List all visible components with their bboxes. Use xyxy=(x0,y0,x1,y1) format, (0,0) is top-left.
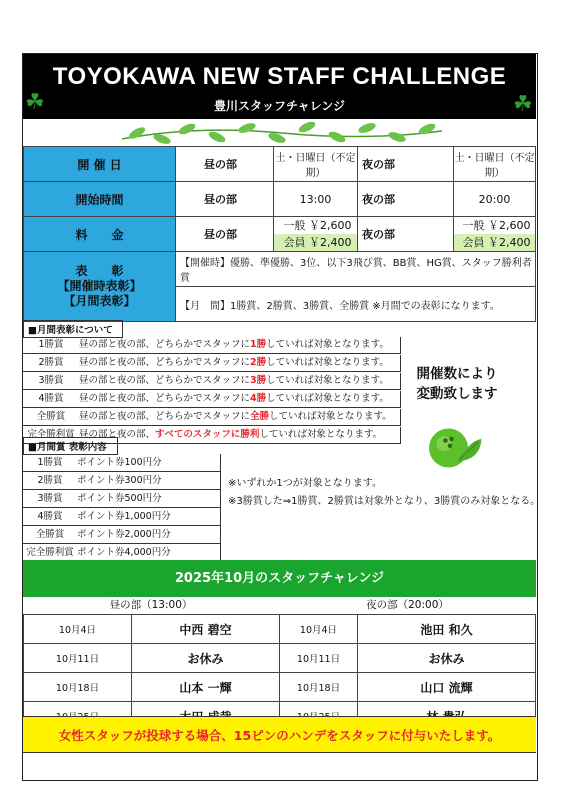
schedule-table xyxy=(23,614,536,731)
day-session-label: 昼の部 xyxy=(176,147,274,182)
day-date: 10月18日 xyxy=(24,673,132,702)
night-fee-member: 会員 ￥2,400 xyxy=(454,234,535,251)
condition-text: 昼の部と夜の部、どちらかでスタッフに xyxy=(79,393,251,404)
prize-award-name: 4勝賞 xyxy=(37,511,63,522)
prize-amount: ポイント券100円分 xyxy=(77,457,162,468)
prize-amount: ポイント券2,000円分 xyxy=(77,529,171,540)
award-name: 3勝賞 xyxy=(38,375,64,386)
day-session-label: 昼の部 xyxy=(176,217,274,252)
night-session-label: 夜の部 xyxy=(358,182,454,217)
day-schedule-header: 昼の部（13:00） xyxy=(109,599,193,611)
prize-row xyxy=(23,472,221,490)
day-start-time: 13:00 xyxy=(274,182,358,217)
award-condition xyxy=(79,355,389,371)
condition-text: していれば対象となります。 xyxy=(266,339,389,350)
night-schedule-header: 夜の部（20:00） xyxy=(366,599,449,611)
prize-amount: ポイント券1,000円分 xyxy=(77,511,171,522)
condition-text: していれば対象となります。 xyxy=(266,393,389,404)
night-date: 10月11日 xyxy=(280,644,358,673)
monthly-award-row xyxy=(23,391,401,408)
schedule-title: 2025年10月のスタッフチャレンジ xyxy=(23,560,536,597)
day-session-date: 土・日曜日（不定期） xyxy=(274,147,358,182)
prize-note-1: ※いずれか1つが対象となります。 xyxy=(228,478,382,489)
day-date: 10月11日 xyxy=(24,644,132,673)
award-condition xyxy=(79,409,392,425)
condition-text: していれば対象となります。 xyxy=(269,411,392,422)
prize-row xyxy=(23,454,221,472)
fee-label: 料 金 xyxy=(24,217,176,252)
monthly-award-row xyxy=(23,355,401,372)
award-label-monthly: 【月間表彰】 xyxy=(63,294,136,308)
monthly-award-row xyxy=(23,409,401,426)
day-fee-member: 会員 ￥2,400 xyxy=(274,234,357,251)
event-info-table xyxy=(23,146,536,322)
date-label: 開 催 日 xyxy=(24,147,176,182)
condition-text: 昼の部と夜の部、どちらかでスタッフに xyxy=(79,339,251,350)
clover-icon: ☘ xyxy=(513,92,533,117)
award-condition xyxy=(79,391,389,407)
day-date: 10月4日 xyxy=(24,615,132,644)
award-condition xyxy=(79,373,389,389)
leaf-vine-decoration xyxy=(117,121,447,147)
day-staff: 山本 一輝 xyxy=(132,673,280,702)
night-fee-general: 一般 ￥2,600 xyxy=(462,219,531,232)
prize-row xyxy=(23,508,221,526)
night-staff: お休み xyxy=(358,644,536,673)
condition-highlight: 2勝 xyxy=(250,357,267,368)
award-name: 2勝賞 xyxy=(38,357,64,368)
night-start-time: 20:00 xyxy=(454,182,536,217)
day-fee-general: 一般 ￥2,600 xyxy=(283,219,352,232)
night-session-label: 夜の部 xyxy=(358,217,454,252)
night-session-label: 夜の部 xyxy=(358,147,454,182)
day-staff: お休み xyxy=(132,644,280,673)
condition-highlight: 4勝 xyxy=(250,393,267,404)
monthly-award-row xyxy=(23,337,401,354)
day-fee-cell xyxy=(274,217,358,252)
handicap-note: 女性スタッフが投球する場合、15ピンのハンデをスタッフに付与いたします。 xyxy=(23,716,536,753)
night-date: 10月18日 xyxy=(280,673,358,702)
award-name: 全勝賞 xyxy=(36,411,66,422)
schedule-row xyxy=(24,673,536,702)
award-condition xyxy=(79,337,389,353)
monthly-award-heading: ■月間表彰について xyxy=(23,320,123,338)
award-session-text: 【開催時】優勝、準優勝、3位、以下3飛び賞、BB賞、HG賞、スタッフ勝利者賞 xyxy=(176,252,536,287)
prize-award-name: 1勝賞 xyxy=(37,457,63,468)
prize-row xyxy=(23,526,221,544)
day-session-label: 昼の部 xyxy=(176,182,274,217)
award-name: 4勝賞 xyxy=(38,393,64,404)
schedule-row xyxy=(24,615,536,644)
condition-text: 昼の部と夜の部、どちらかでスタッフに xyxy=(79,357,251,368)
night-staff: 池田 和久 xyxy=(358,615,536,644)
prize-heading: ■月間賞 表彰内容 xyxy=(23,437,118,455)
prize-award-name: 2勝賞 xyxy=(37,475,63,486)
condition-highlight: 3勝 xyxy=(250,375,267,386)
prize-award-name: 完全勝利賞 xyxy=(26,547,74,558)
condition-text: していれば対象となります。 xyxy=(259,429,383,440)
award-monthly-text: 【月 間】1勝賞、2勝賞、3勝賞、全勝賞 ※月間での表彰になります。 xyxy=(176,287,536,322)
award-label-main: 表 彰 xyxy=(75,264,124,278)
clover-icon: ☘ xyxy=(25,90,45,115)
condition-highlight: 全勝 xyxy=(250,411,270,422)
flyer-sheet xyxy=(22,53,541,781)
night-staff: 山口 流輝 xyxy=(358,673,536,702)
prize-amount: ポイント券300円分 xyxy=(77,475,162,486)
variable-note xyxy=(407,364,507,404)
variable-note-line1: 開催数により xyxy=(416,366,498,382)
night-session-date: 土・日曜日（不定期） xyxy=(454,147,536,182)
night-fee-cell xyxy=(454,217,536,252)
condition-text: 昼の部と夜の部、どちらかでスタッフに xyxy=(79,375,251,386)
prize-row xyxy=(23,490,221,508)
night-date: 10月4日 xyxy=(280,615,358,644)
bowling-ball-icon xyxy=(423,418,483,478)
header-bar xyxy=(23,54,536,119)
prize-amount: ポイント券500円分 xyxy=(77,493,162,504)
condition-text: していれば対象となります。 xyxy=(266,357,389,368)
day-staff: 中西 碧空 xyxy=(132,615,280,644)
award-name: 1勝賞 xyxy=(38,339,64,350)
condition-text: していれば対象となります。 xyxy=(266,375,389,386)
page-title: TOYOKAWA NEW STAFF CHALLENGE xyxy=(52,63,507,90)
award-label xyxy=(24,252,176,322)
award-name: 完全勝利賞 xyxy=(27,429,75,440)
condition-text: 昼の部と夜の部、 xyxy=(79,429,156,440)
prize-award-name: 3勝賞 xyxy=(37,493,63,504)
monthly-award-row xyxy=(23,373,401,390)
condition-highlight: すべてのスタッフに勝利 xyxy=(155,429,260,440)
start-time-label: 開始時間 xyxy=(24,182,176,217)
prize-note-2: ※3勝賞した⇒1勝賞、2勝賞は対象外となり、3勝賞のみ対象となる。 xyxy=(228,496,541,507)
award-label-session: 【開催時表彰】 xyxy=(57,279,142,293)
variable-note-line2: 変動致します xyxy=(416,386,498,402)
page-subtitle: 豊川スタッフチャレンジ xyxy=(213,99,346,113)
schedule-row xyxy=(24,644,536,673)
prize-award-name: 全勝賞 xyxy=(35,529,65,540)
condition-text: 昼の部と夜の部、どちらかでスタッフに xyxy=(79,411,251,422)
condition-highlight: 1勝 xyxy=(250,339,267,350)
prize-amount: ポイント券4,000円分 xyxy=(77,547,171,558)
award-condition xyxy=(79,427,382,443)
